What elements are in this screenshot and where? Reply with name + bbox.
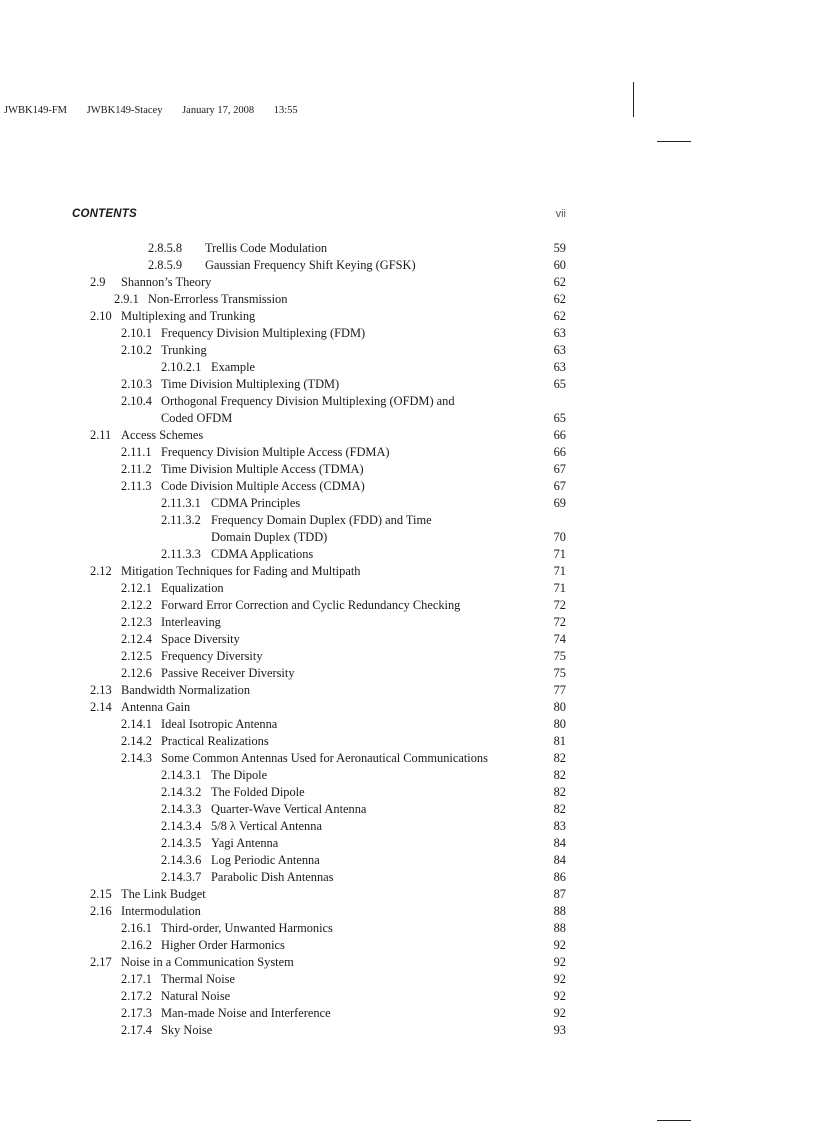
toc-entry-number: 2.17.4 (121, 1023, 152, 1037)
toc-entry-page: 74 (553, 632, 566, 646)
toc-entry-title: Trellis Code Modulation (205, 241, 328, 255)
toc-entry-title: Trunking (161, 343, 207, 357)
toc-entry-page: 92 (553, 1006, 566, 1020)
toc-entry (0, 580, 816, 597)
toc-entry-page: 75 (553, 666, 566, 680)
toc-entry-number: 2.14.3.2 (161, 785, 202, 799)
toc-entry-number: 2.12.2 (121, 598, 152, 612)
toc-entry-number: 2.16 (90, 904, 112, 918)
toc-entry (0, 733, 816, 750)
toc-entry-number: 2.14 (90, 700, 112, 714)
toc-entry-title: Time Division Multiplexing (TDM) (161, 377, 340, 391)
crop-mark-vertical (633, 82, 634, 117)
toc-entry-page: 81 (553, 734, 566, 748)
toc-entry-number: 2.14.2 (121, 734, 152, 748)
toc-entry-number: 2.9 (90, 275, 106, 289)
toc-entry (0, 920, 816, 937)
toc-entry-page: 82 (553, 768, 566, 782)
toc-entry (0, 410, 816, 427)
toc-entry-title: Thermal Noise (161, 972, 235, 986)
toc-entry (0, 257, 816, 274)
toc-entry-page: 92 (553, 938, 566, 952)
crop-mark-bottom (657, 1120, 691, 1121)
toc-entry-title: Parabolic Dish Antennas (211, 870, 334, 884)
toc-entry-title: Some Common Antennas Used for Aeronautical Communications (161, 751, 488, 765)
toc-entry-title: Frequency Diversity (161, 649, 263, 663)
toc-entry-number: 2.9.1 (114, 292, 139, 306)
toc-entry (0, 342, 816, 359)
toc-entry (0, 937, 816, 954)
toc-entry (0, 750, 816, 767)
toc-entry-title: Passive Receiver Diversity (161, 666, 295, 680)
toc-entry (0, 869, 816, 886)
toc-entry-title: Orthogonal Frequency Division Multiplexing (OFDM) and (161, 394, 455, 408)
toc-entry-number: 2.8.5.9 (148, 258, 183, 272)
toc-entry-number: 2.11.1 (121, 445, 152, 459)
toc-entry-page: 93 (553, 1023, 566, 1037)
running-head (72, 208, 566, 224)
toc-entry (0, 971, 816, 988)
toc-entry (0, 308, 816, 325)
toc-entry-title: Sky Noise (161, 1023, 213, 1037)
toc-entry (0, 665, 816, 682)
toc-entry (0, 597, 816, 614)
toc-entry-title: Shannon’s Theory (121, 275, 212, 289)
page-number: vii (555, 208, 566, 220)
toc-entry-page: 82 (553, 802, 566, 816)
table-of-contents (0, 240, 816, 1039)
toc-entry (0, 801, 816, 818)
toc-entry (0, 852, 816, 869)
toc-entry-page: 72 (553, 598, 566, 612)
toc-entry (0, 376, 816, 393)
header-time: 13:55 (273, 105, 298, 116)
toc-entry (0, 988, 816, 1005)
running-head-title: CONTENTS (72, 208, 137, 220)
toc-entry-number: 2.14.3.3 (161, 802, 202, 816)
toc-entry-number: 2.12.6 (121, 666, 152, 680)
toc-entry-number: 2.8.5.8 (148, 241, 183, 255)
toc-entry-title: Natural Noise (161, 989, 231, 1003)
toc-entry-title: 5/8 λ Vertical Antenna (211, 819, 322, 833)
toc-entry-title: Code Division Multiple Access (CDMA) (161, 479, 365, 493)
toc-entry-title: Frequency Domain Duplex (FDD) and Time (211, 513, 432, 527)
toc-entry (0, 903, 816, 920)
toc-entry-page: 63 (553, 360, 566, 374)
toc-entry-page: 86 (553, 870, 566, 884)
toc-entry-number: 2.10.3 (121, 377, 152, 391)
toc-entry-title: Antenna Gain (121, 700, 191, 714)
toc-entry-number: 2.17.2 (121, 989, 152, 1003)
toc-entry-title: Higher Order Harmonics (161, 938, 285, 952)
toc-entry (0, 648, 816, 665)
toc-entry (0, 784, 816, 801)
toc-entry-number: 2.12.1 (121, 581, 152, 595)
toc-entry-number: 2.16.2 (121, 938, 152, 952)
toc-entry-page: 88 (553, 921, 566, 935)
toc-entry (0, 682, 816, 699)
toc-entry-page: 65 (553, 411, 566, 425)
toc-entry-title: Time Division Multiple Access (TDMA) (161, 462, 364, 476)
toc-entry-title: Noise in a Communication System (121, 955, 294, 969)
toc-entry-number: 2.16.1 (121, 921, 152, 935)
toc-entry-page: 82 (553, 785, 566, 799)
toc-entry (0, 1022, 816, 1039)
toc-entry-number: 2.14.3.5 (161, 836, 202, 850)
toc-entry-number: 2.10.4 (121, 394, 152, 408)
toc-entry-number: 2.13 (90, 683, 112, 697)
toc-entry-page: 80 (553, 717, 566, 731)
toc-entry (0, 954, 816, 971)
toc-entry (0, 359, 816, 376)
toc-entry-page: 92 (553, 989, 566, 1003)
toc-entry-title: Interleaving (161, 615, 221, 629)
toc-entry-page: 83 (553, 819, 566, 833)
toc-entry-number: 2.12 (90, 564, 112, 578)
crop-mark-top (657, 141, 691, 142)
toc-entry-title: Coded OFDM (161, 411, 233, 425)
toc-entry (0, 716, 816, 733)
toc-entry-page: 71 (553, 564, 566, 578)
toc-entry-page: 82 (553, 751, 566, 765)
toc-entry-page: 59 (553, 241, 566, 255)
toc-entry-page: 65 (553, 377, 566, 391)
toc-entry (0, 1005, 816, 1022)
page-header (4, 105, 315, 116)
toc-entry-number: 2.12.3 (121, 615, 152, 629)
toc-entry-page: 80 (553, 700, 566, 714)
toc-entry (0, 291, 816, 308)
toc-entry-number: 2.10.1 (121, 326, 152, 340)
toc-entry-title: Example (211, 360, 256, 374)
toc-entry-page: 72 (553, 615, 566, 629)
header-file-id: JWBK149-FM (4, 105, 68, 116)
header-date: January 17, 2008 (182, 105, 255, 116)
toc-entry (0, 274, 816, 291)
toc-entry-page: 66 (553, 428, 566, 442)
toc-entry-page: 60 (553, 258, 566, 272)
toc-entry-title: Forward Error Correction and Cyclic Redundancy Checking (161, 598, 461, 612)
toc-entry-number: 2.11.3 (121, 479, 152, 493)
toc-entry (0, 767, 816, 784)
toc-entry (0, 393, 816, 410)
toc-entry-title: Non-Errorless Transmission (148, 292, 288, 306)
toc-entry-page: 77 (553, 683, 566, 697)
toc-entry-page: 62 (553, 309, 566, 323)
toc-entry-title: Equalization (161, 581, 224, 595)
toc-entry (0, 614, 816, 631)
toc-entry-page: 88 (553, 904, 566, 918)
toc-entry-title: Bandwidth Normalization (121, 683, 251, 697)
toc-entry-number: 2.11.2 (121, 462, 152, 476)
toc-entry-page: 70 (553, 530, 566, 544)
toc-entry-number: 2.14.3.4 (161, 819, 202, 833)
toc-entry-page: 62 (553, 292, 566, 306)
toc-entry-page: 66 (553, 445, 566, 459)
toc-entry-page: 63 (553, 343, 566, 357)
toc-entry (0, 461, 816, 478)
toc-entry (0, 631, 816, 648)
toc-entry-title: CDMA Principles (211, 496, 301, 510)
toc-entry-title: The Link Budget (121, 887, 206, 901)
toc-entry-number: 2.14.3.7 (161, 870, 202, 884)
toc-entry-page: 71 (553, 547, 566, 561)
toc-entry-number: 2.17 (90, 955, 112, 969)
toc-entry-title: Ideal Isotropic Antenna (161, 717, 278, 731)
toc-entry-page: 69 (553, 496, 566, 510)
toc-entry (0, 546, 816, 563)
toc-entry-number: 2.10.2 (121, 343, 152, 357)
toc-entry (0, 325, 816, 342)
toc-entry (0, 699, 816, 716)
toc-entry-title: Mitigation Techniques for Fading and Multipath (121, 564, 361, 578)
toc-entry (0, 478, 816, 495)
toc-entry (0, 818, 816, 835)
toc-entry-title: Frequency Division Multiple Access (FDMA) (161, 445, 390, 459)
toc-entry-title: The Folded Dipole (211, 785, 305, 799)
toc-entry (0, 240, 816, 257)
toc-entry-page: 84 (553, 836, 566, 850)
toc-entry (0, 529, 816, 546)
toc-entry (0, 495, 816, 512)
toc-entry-title: Log Periodic Antenna (211, 853, 320, 867)
toc-entry-number: 2.10.2.1 (161, 360, 202, 374)
toc-entry-number: 2.11.3.3 (161, 547, 201, 561)
toc-entry-page: 92 (553, 972, 566, 986)
toc-entry-title: Frequency Division Multiplexing (FDM) (161, 326, 366, 340)
toc-entry (0, 563, 816, 580)
toc-entry (0, 512, 816, 529)
toc-entry-number: 2.10 (90, 309, 112, 323)
toc-entry-page: 67 (553, 479, 566, 493)
toc-entry-title: Multiplexing and Trunking (121, 309, 256, 323)
toc-entry-number: 2.11 (90, 428, 112, 442)
toc-entry-number: 2.14.3.6 (161, 853, 202, 867)
toc-entry-page: 92 (553, 955, 566, 969)
toc-entry-number: 2.17.3 (121, 1006, 152, 1020)
toc-entry-title: Access Schemes (121, 428, 204, 442)
toc-entry-title: Man-made Noise and Interference (161, 1006, 331, 1020)
toc-entry-number: 2.11.3.2 (161, 513, 201, 527)
toc-entry-page: 67 (553, 462, 566, 476)
toc-entry-number: 2.14.3 (121, 751, 152, 765)
toc-entry-page: 84 (553, 853, 566, 867)
toc-entry (0, 835, 816, 852)
toc-entry-number: 2.15 (90, 887, 112, 901)
toc-entry (0, 444, 816, 461)
toc-entry-number: 2.14.1 (121, 717, 152, 731)
toc-entry-number: 2.14.3.1 (161, 768, 202, 782)
toc-entry-title: Yagi Antenna (211, 836, 279, 850)
toc-entry-page: 62 (553, 275, 566, 289)
toc-entry-number: 2.17.1 (121, 972, 152, 986)
toc-entry-title: Space Diversity (161, 632, 240, 646)
toc-entry-page: 71 (553, 581, 566, 595)
toc-entry-title: Quarter-Wave Vertical Antenna (211, 802, 367, 816)
toc-entry (0, 427, 816, 444)
toc-entry-page: 87 (553, 887, 566, 901)
toc-entry-title: The Dipole (211, 768, 268, 782)
toc-entry-title: CDMA Applications (211, 547, 314, 561)
toc-entry-title: Domain Duplex (TDD) (211, 530, 328, 544)
toc-entry-page: 75 (553, 649, 566, 663)
header-author-id: JWBK149-Stacey (86, 105, 163, 116)
toc-entry-title: Third-order, Unwanted Harmonics (161, 921, 333, 935)
toc-entry-number: 2.12.4 (121, 632, 152, 646)
toc-entry-title: Practical Realizations (161, 734, 269, 748)
toc-entry-title: Gaussian Frequency Shift Keying (GFSK) (205, 258, 416, 272)
toc-entry (0, 886, 816, 903)
toc-entry-title: Intermodulation (121, 904, 201, 918)
toc-entry-number: 2.11.3.1 (161, 496, 201, 510)
toc-entry-page: 63 (553, 326, 566, 340)
toc-entry-number: 2.12.5 (121, 649, 152, 663)
